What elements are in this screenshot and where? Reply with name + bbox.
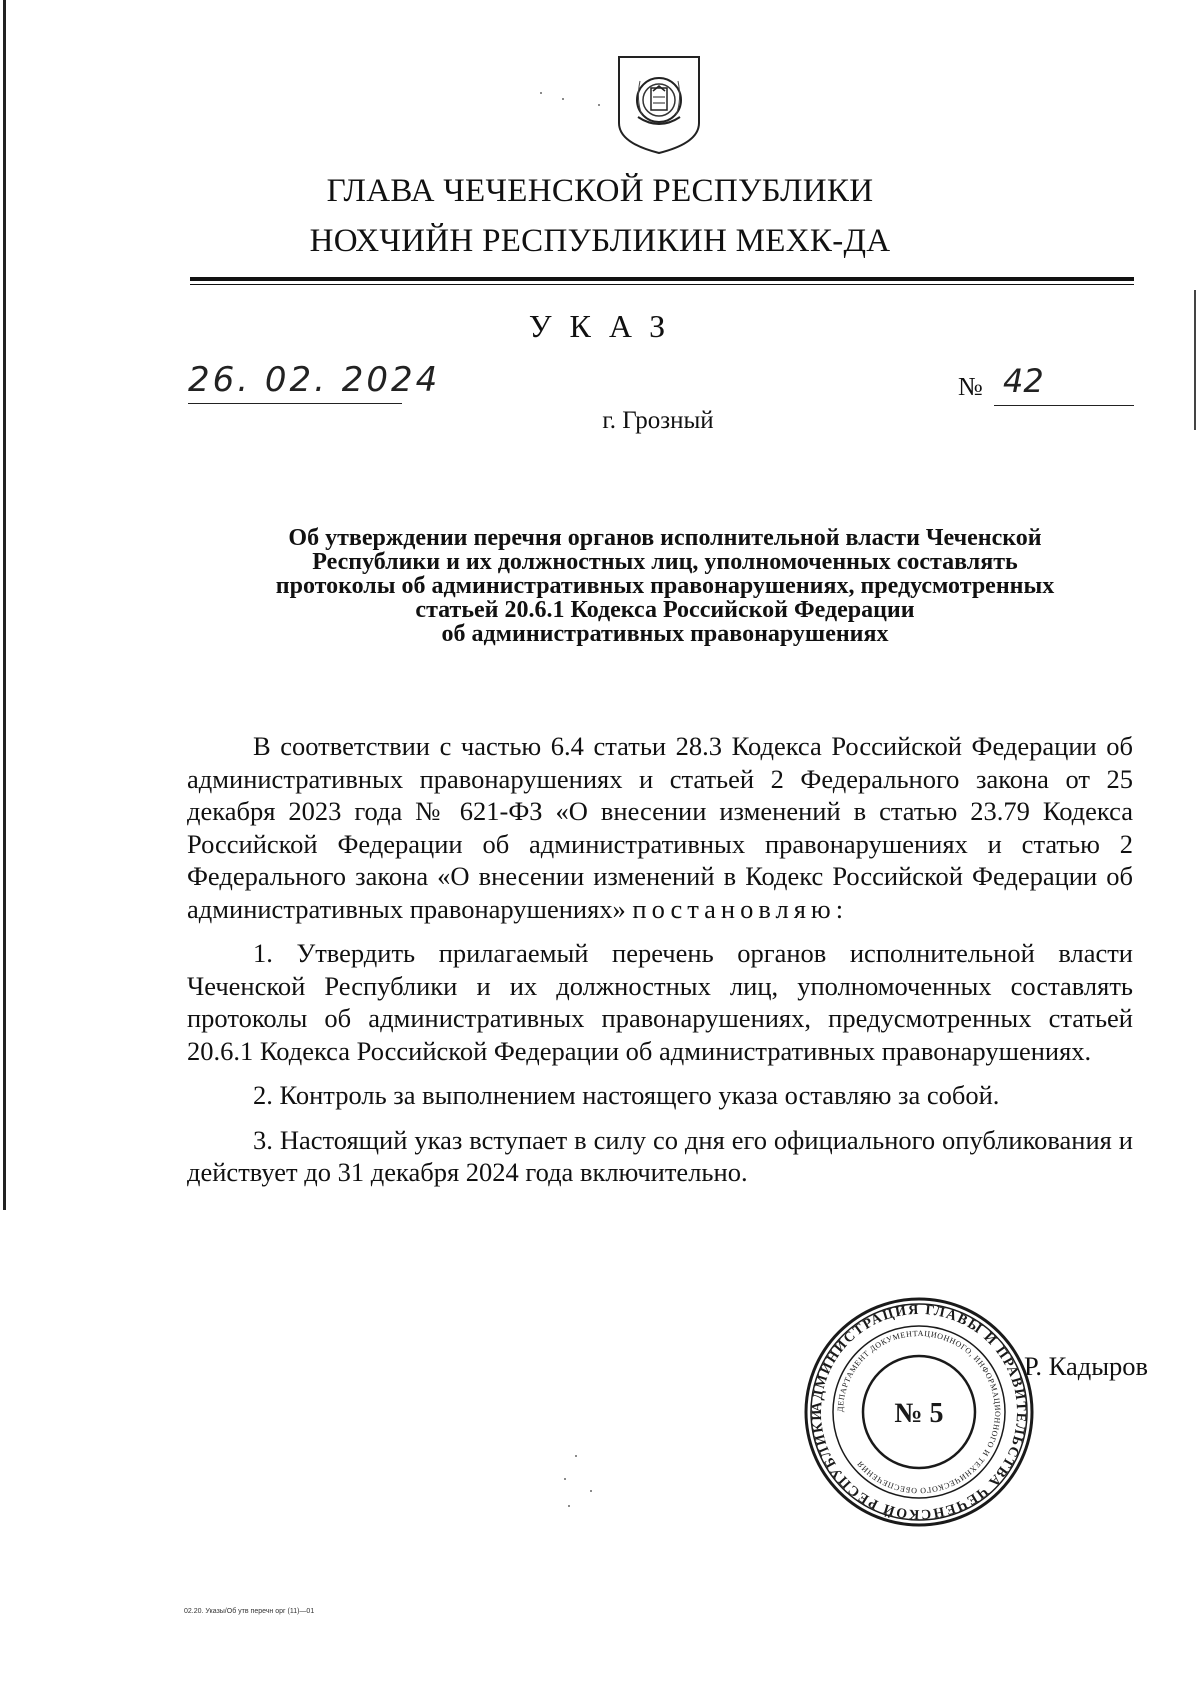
issuer-title-russian: ГЛАВА ЧЕЧЕНСКОЙ РЕСПУБЛИКИ	[326, 173, 874, 209]
signer-name: Р. Кадыров	[1024, 1351, 1149, 1381]
document-date: 26. 02. 2024	[188, 360, 441, 400]
title-line: Об утверждении перечня органов исполнительной власти Чеченской	[288, 525, 1042, 551]
item-paragraph: 3. Настоящий указ вступает в силу со дня его официального опубликования и действует до 31 декабря 2024 года включительно.	[187, 1124, 1133, 1187]
coat-of-arms-emblem	[616, 55, 702, 155]
scan-speck	[564, 1478, 566, 1480]
number-underline	[994, 405, 1134, 406]
seal-outer-text: АДМИНИСТРАЦИЯ ГЛАВЫ И ПРАВИТЕЛЬСТВА ЧЕЧЕНСКОЙ РЕСПУБЛИКИ	[809, 1302, 1029, 1522]
document-number: 42	[1003, 362, 1044, 400]
scan-speck	[568, 1505, 570, 1507]
scan-speck	[562, 98, 564, 100]
title-line: статьей 20.6.1 Кодекса Российской Федерации	[415, 597, 915, 623]
number-label: №	[958, 372, 983, 401]
date-underline	[188, 403, 402, 404]
header-rule-thin	[190, 284, 1134, 285]
scan-speck	[590, 1490, 592, 1492]
preamble-paragraph	[187, 730, 1133, 925]
title-line: Республики и их должностных лиц, уполномоченных составлять	[312, 549, 1018, 575]
document-type: УКАЗ	[528, 308, 684, 344]
header-rule-thick	[190, 277, 1134, 281]
file-path-footer: 02.20. Указы/Об утв перечн орг (11)—01	[184, 1608, 315, 1615]
scan-speck	[540, 92, 542, 94]
resolution-word: постановляю:	[632, 893, 849, 924]
official-seal	[803, 1296, 1035, 1528]
scan-speck	[575, 1455, 577, 1457]
issuer-title-chechen: НОХЧИЙН РЕСПУБЛИКИН МЕХК-ДА	[309, 223, 891, 259]
item-paragraph: 1. Утвердить прилагаемый перечень органов исполнительной власти Чеченской Республики и их должностных лиц, уполномоченных составлять протоколы об административных правонарушениях, предусмотренных статьей 20.6.1 Кодекса Российской Федерации об административных правонарушениях.	[187, 938, 1133, 1066]
document-body	[187, 730, 1133, 1201]
item-paragraph: 2. Контроль за выполнением настоящего указа оставляю за собой.	[253, 1080, 1000, 1110]
issue-city: г. Грозный	[602, 407, 714, 434]
document-title	[200, 526, 1130, 646]
title-line: протоколы об административных правонарушениях, предусмотренных	[275, 573, 1055, 599]
seal-center-number: № 5	[894, 1398, 944, 1429]
preamble-text: В соответствии с частью 6.4 статьи 28.3 Кодекса Российской Федерации об административных правонарушениях и статьей 2 Федерального закона от 25 декабря 2023 года № 621-ФЗ «О внесении изменений в статью 23.79 Кодекса Российской Федерации об административных правонарушениях и статью 2 Федерального закона «О внесении изменений в Кодекс Российской Федерации об административных правонарушениях»	[187, 731, 1133, 924]
title-line: об административных правонарушениях	[441, 621, 889, 647]
scan-speck	[598, 104, 600, 106]
seal-inner-text: ДЕПАРТАМЕНТ ДОКУМЕНТАЦИОННОГО, ИНФОРМАЦИОННОГО И ТЕХНИЧЕСКОГО ОБЕСПЕЧЕНИЯ	[835, 1328, 1003, 1496]
